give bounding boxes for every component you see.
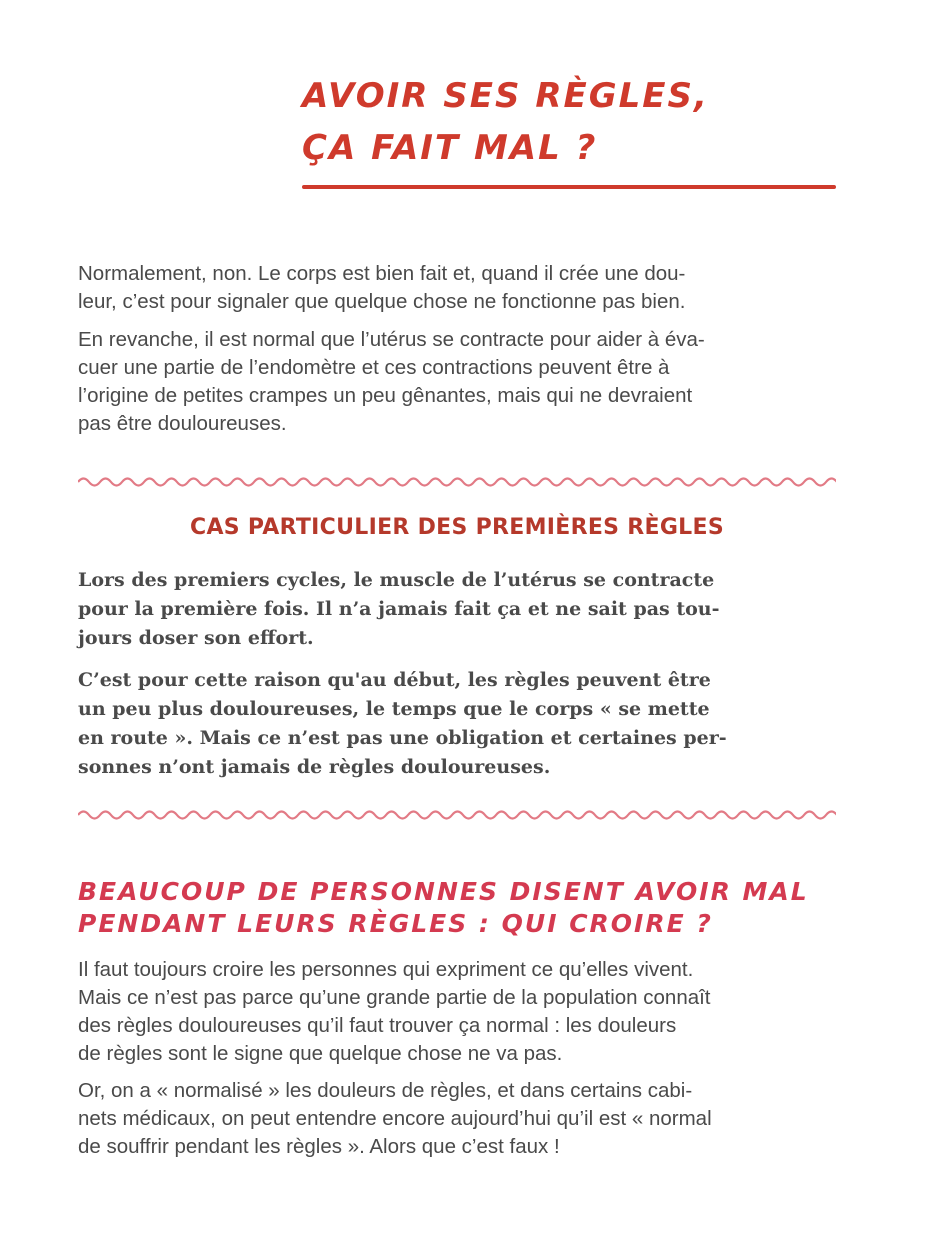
text-line: pas être douloureuses. bbox=[78, 412, 287, 435]
text-line: En revanche, il est normal que l’utérus se contracte pour aider à éva- bbox=[78, 328, 705, 351]
text-line: des règles douloureuses qu’il faut trouver ça normal : les douleurs bbox=[78, 1014, 677, 1037]
text-line: C’est pour cette raison qu'au début, les règles peuvent être bbox=[78, 669, 711, 691]
text-line: Lors des premiers cycles, le muscle de l’utérus se contracte bbox=[78, 569, 715, 591]
section-heading bbox=[78, 876, 838, 940]
page-title bbox=[302, 70, 842, 174]
text-line: l’origine de petites crampes un peu gênantes, mais qui ne devraient bbox=[78, 384, 693, 407]
text-line: Mais ce n’est pas parce qu’une grande partie de la population connaît bbox=[78, 986, 711, 1009]
title-line: AVOIR SES RÈGLES, bbox=[302, 76, 709, 116]
text-line: de règles sont le signe que quelque chose ne va pas. bbox=[78, 1042, 563, 1065]
text-line: Normalement, non. Le corps est bien fait et, quand il crée une dou- bbox=[78, 262, 686, 285]
text-line: Il faut toujours croire les personnes qui expriment ce qu’elles vivent. bbox=[78, 958, 694, 981]
wavy-divider-bottom bbox=[78, 809, 836, 821]
text-line: jours doser son effort. bbox=[78, 627, 314, 649]
intro-paragraph-1 bbox=[78, 260, 838, 316]
text-line: nets médicaux, on peut entendre encore aujourd’hui qu’il est « normal bbox=[78, 1107, 712, 1130]
heading-line: BEAUCOUP DE PERSONNES DISENT AVOIR MAL bbox=[78, 877, 809, 906]
box-paragraph-1 bbox=[78, 566, 838, 653]
text-line: un peu plus douloureuses, le temps que le corps « se mette bbox=[78, 698, 710, 720]
text-line: leur, c’est pour signaler que quelque chose ne fonctionne pas bien. bbox=[78, 290, 686, 313]
title-underline bbox=[302, 185, 836, 189]
title-line: ÇA FAIT MAL ? bbox=[302, 128, 598, 168]
text-line: Or, on a « normalisé » les douleurs de règles, et dans certains cabi- bbox=[78, 1079, 693, 1102]
text-line: de souffrir pendant les règles ». Alors que c’est faux ! bbox=[78, 1135, 560, 1158]
heading-line: PENDANT LEURS RÈGLES : QUI CROIRE ? bbox=[78, 909, 713, 938]
section-paragraph-2 bbox=[78, 1077, 838, 1161]
wavy-divider-top bbox=[78, 476, 836, 488]
box-paragraph-2 bbox=[78, 666, 838, 782]
intro-paragraph-2 bbox=[78, 326, 838, 438]
text-line: cuer une partie de l’endomètre et ces contractions peuvent être à bbox=[78, 356, 670, 379]
section-paragraph-1 bbox=[78, 956, 838, 1068]
text-line: pour la première fois. Il n’a jamais fait ça et ne sait pas tou- bbox=[78, 598, 720, 620]
box-heading: CAS PARTICULIER DES PREMIÈRES RÈGLES bbox=[190, 515, 724, 540]
text-line: sonnes n’ont jamais de règles douloureuses. bbox=[78, 756, 551, 778]
text-line: en route ». Mais ce n’est pas une obligation et certaines per- bbox=[78, 727, 727, 749]
